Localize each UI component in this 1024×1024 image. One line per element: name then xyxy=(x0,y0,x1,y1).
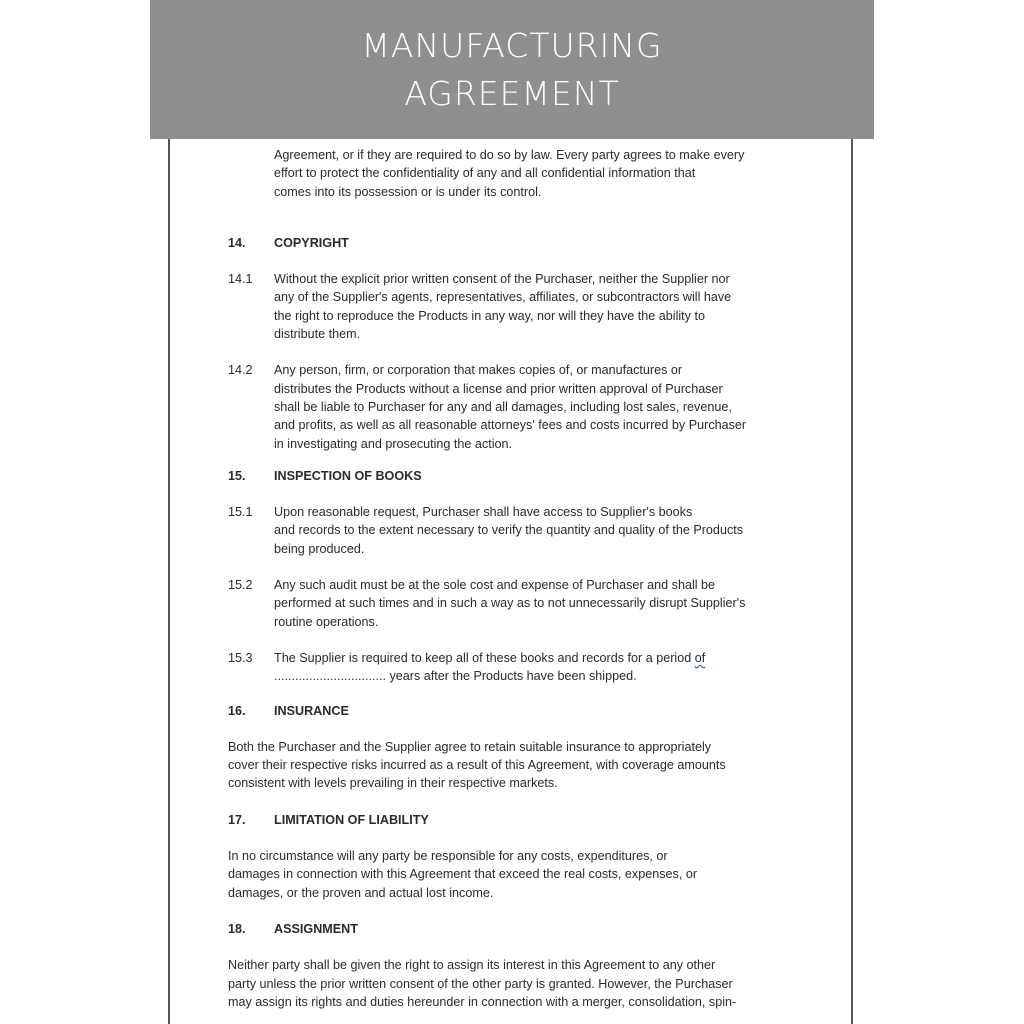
section-18-body: Neither party shall be given the right to assign its interest in this Agreement to any other party unless the prior written consent of the other party is granted. However, the Purchaser may assign its rights and duties hereunder in connection with a merger, consolidation, spin- xyxy=(228,958,737,1009)
section-heading-16: 16. INSURANCE xyxy=(228,703,349,718)
clause-15-3: 15.3 The Supplier is required to keep all of these books and records for a period of ................................ years after the Products have been shipped. xyxy=(228,649,808,686)
section-heading-17: 17. LIMITATION OF LIABILITY xyxy=(228,812,429,827)
section-heading-18: 18. ASSIGNMENT xyxy=(228,921,358,936)
section-16-body: Both the Purchaser and the Supplier agree to retain suitable insurance to appropriately cover their respective risks incurred as a result of this Agreement, with coverage amounts consistent with levels prevailing in their respective markets. xyxy=(228,739,726,791)
clause-15-2: 15.2 Any such audit must be at the sole cost and expense of Purchaser and shall be performed at such times and in such a way as to not unnecessarily disrupt Supplier's routine operations. xyxy=(228,578,746,629)
banner-title-line-2: AGREEMENT xyxy=(404,73,620,113)
fill-in-blank-line: ................................ years after the Products have been shipped. xyxy=(274,669,637,684)
banner-title-line-1: MANUFACTURING xyxy=(361,25,663,65)
clause-14-2: 14.2 Any person, firm, or corporation that makes copies of, or manufactures or distributes the Products without a license and prior written approval of Purchaser shall be liable to Purchaser for any and all damages, including lost sales, revenue, and profits, as well as all reasonable attorneys' fees and costs incurred by Purchaser in investigating and prosecuting the action. xyxy=(228,363,747,451)
clause-14-1: 14.1 Without the explicit prior written consent of the Purchaser, neither the Supplier nor any of the Supplier's agents, representatives, affiliates, or subcontractors will have the right to reproduce the Products in any way, nor will they have the ability to distribute them. xyxy=(228,272,732,342)
section-heading-14: 14. COPYRIGHT xyxy=(228,235,349,250)
section-17-body: In no circumstance will any party be responsible for any costs, expenditures, or damages in connection with this Agreement that exceed the real costs, expenses, or damages, or the proven and actual lost income. xyxy=(228,849,698,900)
continuation-paragraph: Agreement, or if they are required to do so by law. Every party agrees to make every effort to protect the confidentiality of any and all confidential information that comes into its possession or is under its control. xyxy=(274,148,745,199)
clause-15-1: 15.1 Upon reasonable request, Purchaser shall have access to Supplier's books and records to the extent necessary to verify the quantity and quality of the Products being produced. xyxy=(228,505,744,556)
spellcheck-flagged-word[interactable]: of xyxy=(694,650,706,665)
section-heading-15: 15. INSPECTION OF BOOKS xyxy=(228,468,422,483)
title-banner xyxy=(150,0,874,139)
document-body xyxy=(228,146,808,1011)
